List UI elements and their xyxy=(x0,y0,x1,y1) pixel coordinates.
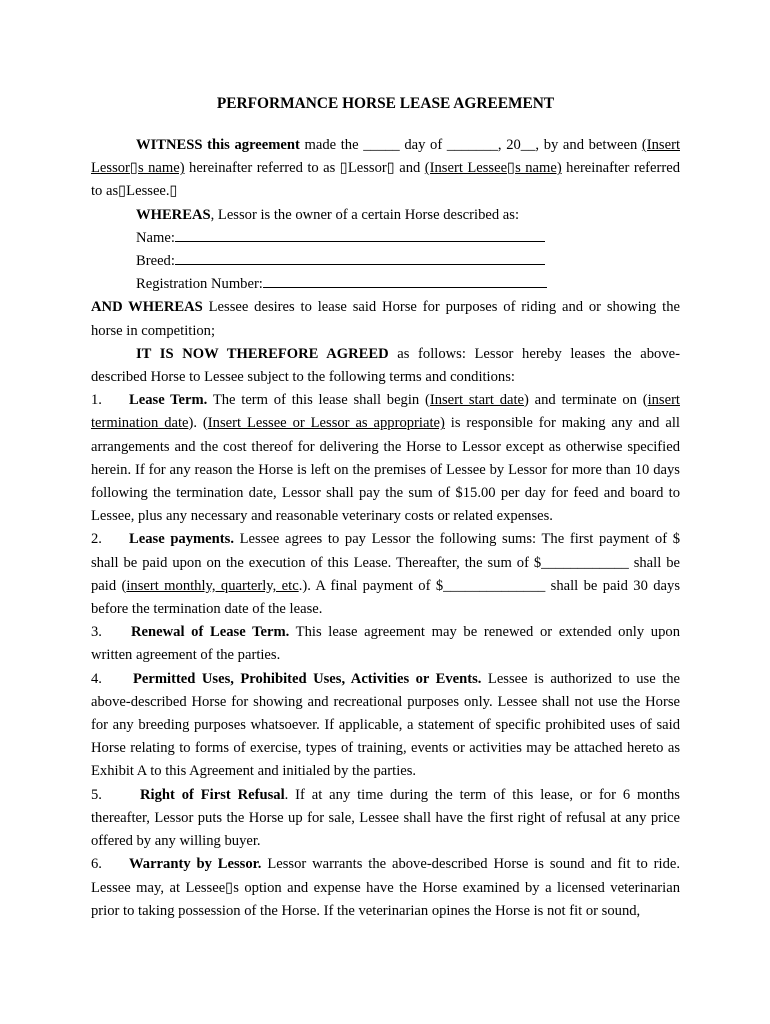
agreed-label: IT IS NOW THEREFORE AGREED xyxy=(136,345,389,362)
section-lease-payments xyxy=(91,528,680,621)
witness-text-2: hereinafter referred to as ▯Lessor▯ and xyxy=(184,160,425,177)
section-text: The term of this lease shall begin ( xyxy=(207,392,430,409)
party-placeholder: Insert Lessee or Lessor as appropriate) xyxy=(207,415,445,432)
section-text: Lessor warrants the above-described Horse is sound and fit to ride. Lessee may, at Lessee▯s option and expense have the Horse examined by a licensed veterinarian prior to taking possession of the Horse. If the veterinarian opines the Horse is not fit or sound, xyxy=(91,856,680,919)
lessor-name-placeholder: (Insert Lessor▯s name) xyxy=(91,137,680,177)
section-renewal xyxy=(91,621,680,667)
lessee-name-placeholder: (Insert Lessee▯s name) xyxy=(424,160,562,177)
section-number: 3. xyxy=(91,624,102,641)
section-number: 5. xyxy=(91,786,102,803)
witness-label: WITNESS this agreement xyxy=(136,137,300,153)
section-text: is responsible for making any and all arrangements and the cost thereof for delivering the Horse to Lessor except as otherwise specified herein. If for any reason the Horse is left on the premises of Lessee by Lessor for more than 10 days following the termination date, Lessor shall pay the sum of $15.00 per day for feed and board to Lessee, plus any necessary and reasonable veterinary costs or related expenses. xyxy=(91,415,680,525)
document-title: PERFORMANCE HORSE LEASE AGREEMENT xyxy=(216,95,555,112)
section-text: . If at any time during the term of this lease, or for 6 months thereafter, Lessor puts the Horse up for sale, Lessee shall have the first right of refusal at any price offered by any willing buyer. xyxy=(91,786,680,850)
witness-paragraph xyxy=(91,134,680,204)
termination-date-placeholder: insert termination date xyxy=(91,392,680,432)
section-heading: Lease Term. xyxy=(129,392,208,409)
whereas-paragraph xyxy=(91,204,680,227)
section-heading: Renewal of Lease Term. xyxy=(131,624,290,641)
and-whereas-paragraph xyxy=(91,296,680,342)
agreed-paragraph xyxy=(91,343,680,389)
section-number: 1. xyxy=(91,392,102,409)
section-warranty xyxy=(91,853,680,923)
section-number: 2. xyxy=(91,531,102,548)
whereas-text: , Lessor is the owner of a certain Horse described as: xyxy=(210,206,519,223)
section-text: Lessee agrees to pay Lessor the following sums: The first payment of $ shall be paid upon on the execution of this Lease. Thereafter, the sum of $____________ shall be paid ( xyxy=(91,531,680,594)
horse-name-field xyxy=(91,227,680,250)
and-whereas-label: AND WHEREAS xyxy=(91,299,203,316)
registration-number-label: Registration Number: xyxy=(136,276,263,293)
section-heading: Lease payments. xyxy=(129,531,234,548)
payment-frequency-placeholder: insert monthly, quarterly, etc xyxy=(126,577,299,594)
start-date-placeholder: Insert start date xyxy=(429,392,525,409)
witness-text-3: hereinafter referred to as▯Lessee.▯ xyxy=(91,160,681,200)
section-permitted-uses xyxy=(91,668,680,784)
section-text: ). ( xyxy=(188,415,208,432)
section-heading: Warranty by Lessor. xyxy=(129,856,262,873)
agreed-text: as follows: Lessor hereby leases the above-described Horse to Lessee subject to the following terms and conditions: xyxy=(91,345,680,386)
document-body xyxy=(91,92,680,923)
section-lease-term xyxy=(91,389,680,528)
section-number: 6. xyxy=(91,856,102,873)
section-text: .). A final payment of $______________ shall be paid 30 days before the termination date of the lease. xyxy=(91,577,681,618)
registration-number-field xyxy=(91,273,680,296)
section-right-of-first-refusal xyxy=(91,784,680,854)
and-whereas-text: Lessee desires to lease said Horse for purposes of riding and or showing the horse in competition; xyxy=(91,299,680,339)
section-text: This lease agreement may be renewed or extended only upon written agreement of the parties. xyxy=(91,624,680,664)
section-text: ) and terminate on ( xyxy=(524,392,648,409)
section-number: 4. xyxy=(91,670,102,687)
section-heading: Permitted Uses, Prohibited Uses, Activities or Events. xyxy=(133,670,482,687)
witness-text-1: made the _____ day of _______, 20__, by and between xyxy=(299,137,642,153)
horse-name-line xyxy=(175,227,545,242)
registration-number-line xyxy=(263,273,547,288)
horse-breed-line xyxy=(175,250,545,265)
section-text: Lessee is authorized to use the above-described Horse for showing and recreational purposes only. Lessee shall not use the Horse for any breeding purposes whatsoever. If applicable, a statement of specific prohibited uses of said Horse relating to forms of exercise, types of training, events or activities may be attached hereto as Exhibit A to this Agreement and initialed by the parties. xyxy=(91,670,680,780)
whereas-label: WHEREAS xyxy=(136,206,211,223)
section-heading: Right of First Refusal xyxy=(140,786,285,803)
horse-breed-label: Breed: xyxy=(136,253,175,270)
horse-name-label: Name: xyxy=(136,229,175,246)
horse-breed-field xyxy=(91,250,680,273)
